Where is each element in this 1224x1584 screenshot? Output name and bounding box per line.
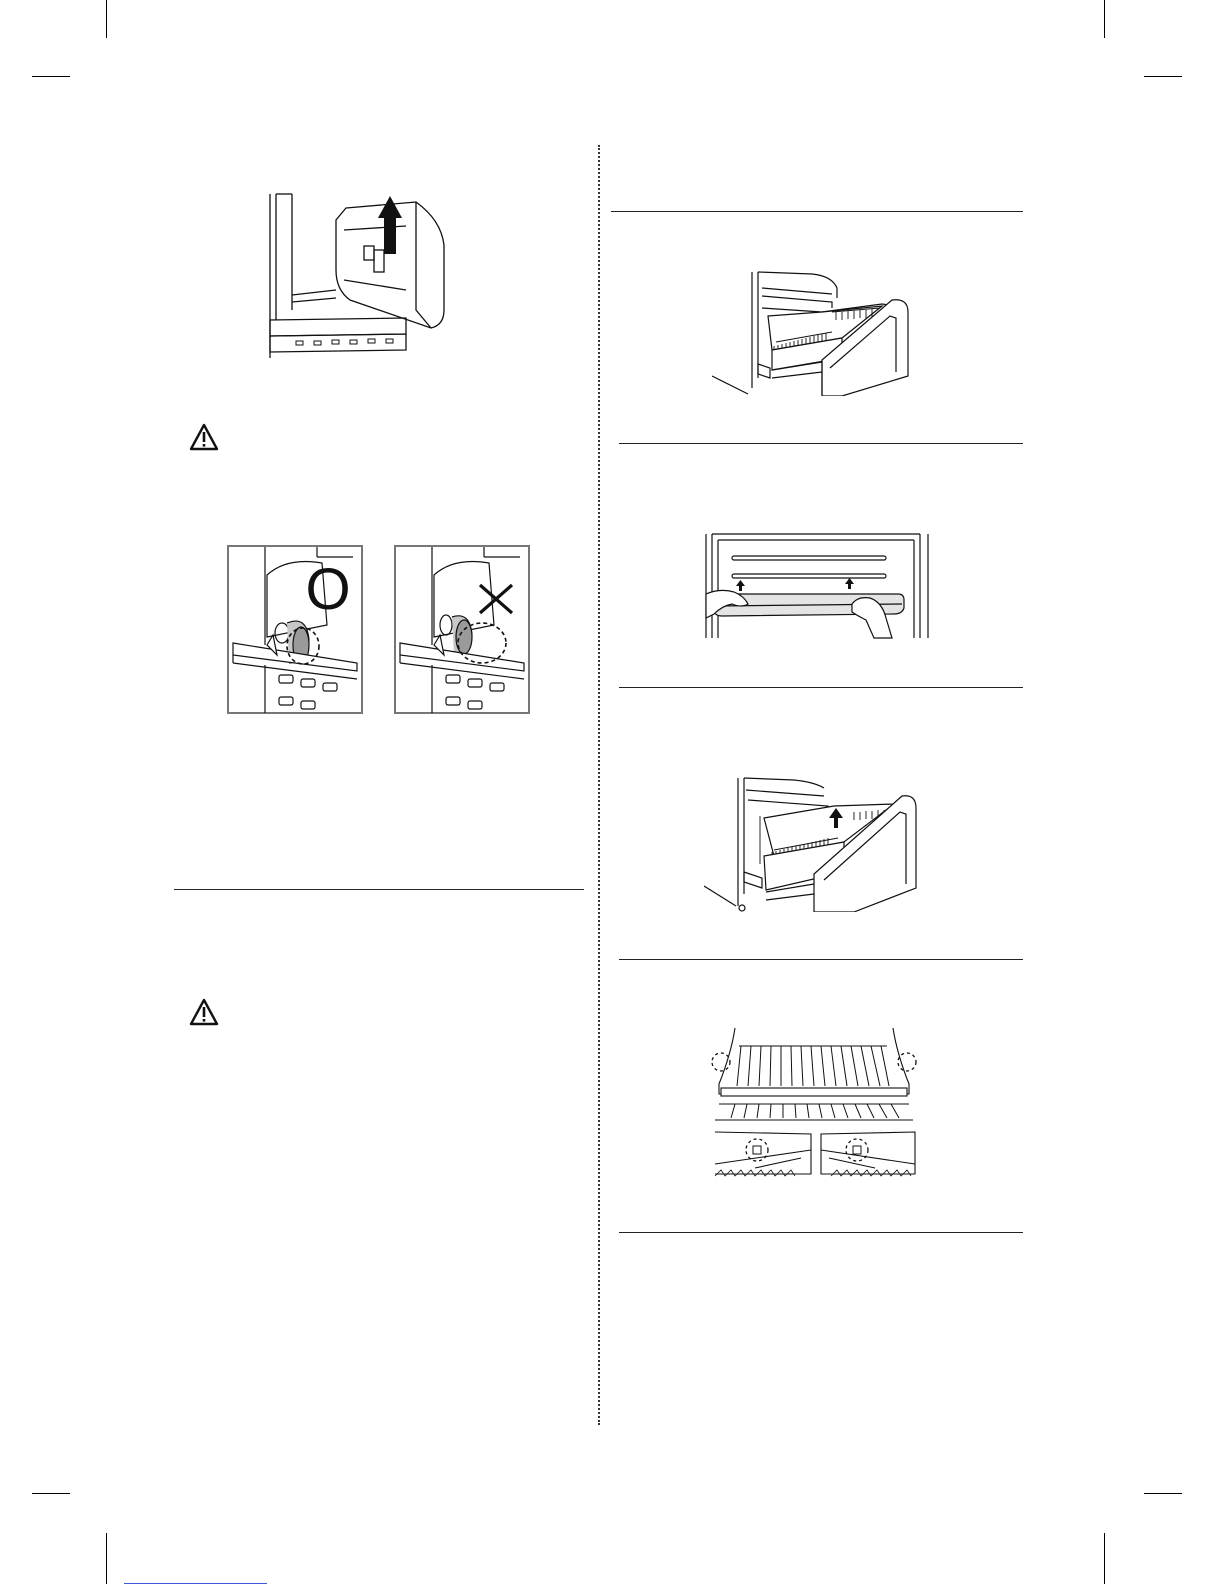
- section-divider-right-2: [619, 443, 1023, 444]
- crop-mark-bottom-right-vertical: [1104, 1533, 1105, 1584]
- rail-clip-detail-illustration: [711, 1024, 917, 1184]
- correct-roller-position-panel: [227, 545, 363, 714]
- warning-triangle-icon: [189, 998, 219, 1026]
- section-divider-right-5: [619, 1232, 1023, 1233]
- drawer-front-lift-with-hands-illustration: [702, 532, 932, 640]
- column-separator: [598, 145, 600, 1425]
- crop-mark-top-left-vertical: [106, 0, 107, 38]
- section-divider-right-4: [619, 959, 1023, 960]
- crop-mark-top-right-vertical: [1104, 0, 1105, 38]
- section-divider-left: [174, 889, 584, 890]
- warning-triangle-icon: [189, 423, 219, 451]
- door-bin-lift-up-illustration: [266, 190, 446, 360]
- drawer-pulled-open-illustration: [712, 268, 912, 396]
- drawer-lift-up-illustration: [704, 776, 920, 912]
- crop-mark-bottom-right-horizontal: [1144, 1493, 1182, 1494]
- crop-mark-top-left-horizontal: [32, 76, 70, 77]
- crop-mark-top-right-horizontal: [1144, 76, 1182, 77]
- section-divider-right-1: [611, 211, 1023, 212]
- crop-mark-bottom-left-horizontal: [32, 1493, 70, 1494]
- crop-mark-bottom-left-vertical: [106, 1533, 107, 1584]
- section-divider-right-3: [619, 687, 1023, 688]
- incorrect-roller-position-panel: [394, 545, 530, 714]
- correct-mark-label: O: [305, 557, 351, 622]
